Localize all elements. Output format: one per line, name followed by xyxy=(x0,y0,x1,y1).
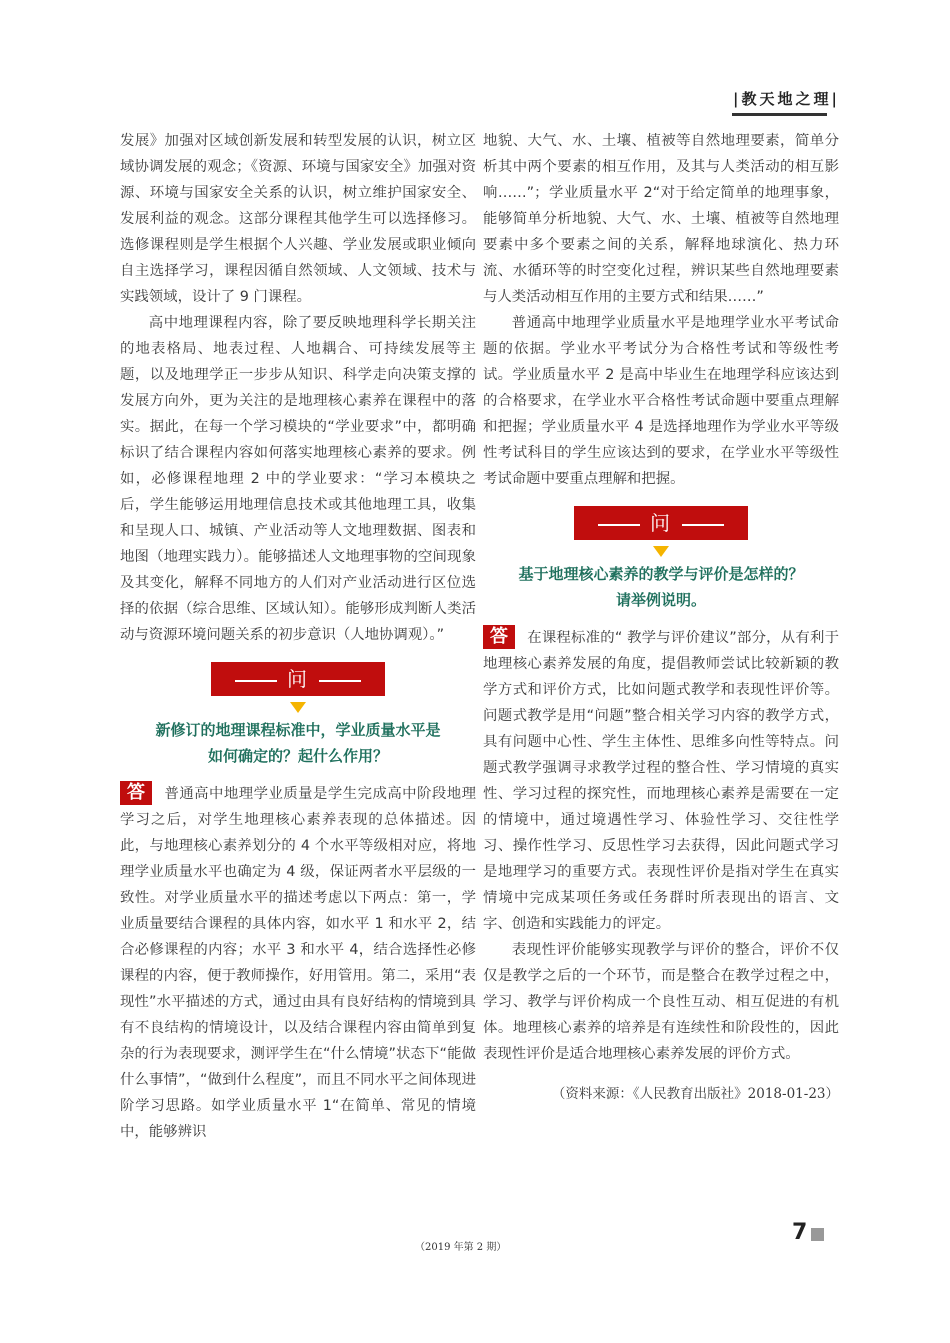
paragraph: 发展》加强对区域创新发展和转型发展的认识，树立区域协调发展的观念；《资源、环境与国家安全》加强对资源、环境与国家安全关系的认识，树立维护国家安全、发展利益的观念。这部分课程其他学生可以选择修习。选修课程则是学生根据个人兴趣、学业发展或职业倾向自主选择学习，课程因循自然领域、人文领域、技术与实践领域，设计了 9 门课程。 xyxy=(120,133,476,305)
question-badge xyxy=(211,662,385,696)
answer-badge: 答 xyxy=(120,781,152,805)
question-block xyxy=(120,662,476,769)
answer-text: 在课程标准的“ 教学与评价建议”部分，从有利于地理核心素养发展的角度，提倡教师尝试比较新颖的教学方式和评价方式，比如问题式教学和表现性评价等。问题式教学是用“问题”整合相关学习内容的教学方式，具有问题中心性、学生主体性、思维多向性等特点。问题式教学强调寻求教学过程的整合性、学习情境的真实性、学习过程的探究性，而地理核心素养是需要在一定的情境中，通过境遇性学习、体验性学习、交往性学习、操作性学习、反思性学习去获得，因此问题式学习是地理学习的重要方式。表现性评价是指对学生在真实情境中完成某项任务或任务群时所表现出的语言、文字、创造和实践能力的评定。 xyxy=(483,630,839,932)
square-icon xyxy=(811,1228,824,1241)
question-badge-label: 问 xyxy=(650,511,672,535)
arrow-down-icon xyxy=(653,546,669,557)
paragraph: 高中地理课程内容，除了要反映地理科学长期关注的地表格局、地表过程、人地耦合、可持续发展等主题，以及地理学正一步步从知识、科学走向决策支撑的发展方向外，更为关注的是地理核心素养在课程中的落实。据此，在每一个学习模块的“学业要求”中，都明确标识了结合课程内容如何落实地理核心素养的要求。例如，必修课程地理 2 中的学业要求：“学习本模块之后，学生能够运用地理信息技术或其他地理工具，收集和呈现人口、城镇、产业活动等人文地理数据、图表和地图（地理实践力）。能够描述人文地理事物的空间现象及其变化，解释不同地方的人们对产业活动进行区位选择的依据（综合思维、区域认知）。能够形成判断人类活动与资源环境问题关系的初步意识（人地协调观）。” xyxy=(120,315,476,643)
arrow-down-icon xyxy=(290,702,306,713)
question-title-line: 新修订的地理课程标准中，学业质量水平是 xyxy=(155,721,441,739)
dash-decoration xyxy=(598,524,640,526)
issue-label: （2019 年第 2 期） xyxy=(415,1242,507,1253)
question-badge xyxy=(574,506,748,540)
paragraph: 普通高中地理学业质量水平是地理学业水平考试命题的依据。学业水平考试分为合格性考试和等级性考试。学业质量水平 2 是高中毕业生在地理学科应该达到的合格要求，在学业水平合格性考试命题中要重点理解和把握；学业质量水平 4 是选择地理作为学业水平等级性考试科目的学生应该达到的要求，在学业水平等级性考试命题中要重点理解和把握。 xyxy=(483,315,839,487)
question-title xyxy=(483,561,839,613)
page-number: 7 xyxy=(792,1220,808,1245)
dash-decoration xyxy=(682,524,724,526)
answer-paragraph xyxy=(120,781,476,1145)
paragraph: 地貌、大气、水、土壤、植被等自然地理要素，简单分析其中两个要素的相互作用，及其与人类活动的相互影响……”；学业质量水平 2“对于给定简单的地理事象，能够简单分析地貌、大气、水、土壤、植被等自然地理要素中多个要素之间的关系，解释地球演化、热力环流、水循环等的时空变化过程，辨识某些自然地理要素与人类活动相互作用的主要方式和结果……” xyxy=(483,133,839,305)
question-title xyxy=(120,717,476,769)
paragraph: 表现性评价能够实现教学与评价的整合，评价不仅仅是教学之后的一个环节，而是整合在教学过程之中，学习、教学与评价构成一个良性互动、相互促进的有机体。地理核心素养的培养是有连续性和阶段性的，因此表现性评价是适合地理核心素养发展的评价方式。 xyxy=(483,942,839,1062)
question-title-line: 如何确定的？起什么作用？ xyxy=(207,747,388,765)
dash-decoration xyxy=(319,680,361,682)
column-title: |教天地之理| xyxy=(733,90,840,108)
question-title-line: 请举例说明。 xyxy=(615,591,706,609)
answer-badge: 答 xyxy=(483,625,515,649)
answer-paragraph xyxy=(483,625,839,937)
question-badge-label: 问 xyxy=(287,667,309,691)
dash-decoration xyxy=(235,680,277,682)
answer-text: 普通高中地理学业质量是学生完成高中阶段地理学习之后，对学生地理核心素养表现的总体描述。因此，与地理核心素养划分的 4 个水平等级相对应，将地理学业质量水平也确定为 4 级，保证两者水平层级的一致性。对学业质量水平的描述考虑以下两点：第一，学业质量要结合课程的具体内容，如水平 1 和水平 2，结合必修课程的内容；水平 3 和水平 4，结合选择性必修课程的内容，便于教师操作，好用管用。第二，采用“表现性”水平描述的方式，通过由具有良好结构的情境到具有不良结构的情境设计，以及结合课程内容由简单到复杂的行为表现要求，测评学生在“什么情境”状态下“能做什么事情”，“做到什么程度”，而且不同水平之间体现进阶学习思路。如学业质量水平 1“在简单、常见的情境中，能够辨识 xyxy=(120,786,476,1140)
header-rule xyxy=(732,113,827,116)
question-title-line: 基于地理核心素养的教学与评价是怎样的？ xyxy=(518,565,804,583)
left-column xyxy=(120,128,476,1145)
right-column xyxy=(483,128,839,1107)
question-block xyxy=(483,506,839,613)
source-citation: （资料来源：《人民教育出版社》2018-01-23） xyxy=(551,1086,839,1102)
